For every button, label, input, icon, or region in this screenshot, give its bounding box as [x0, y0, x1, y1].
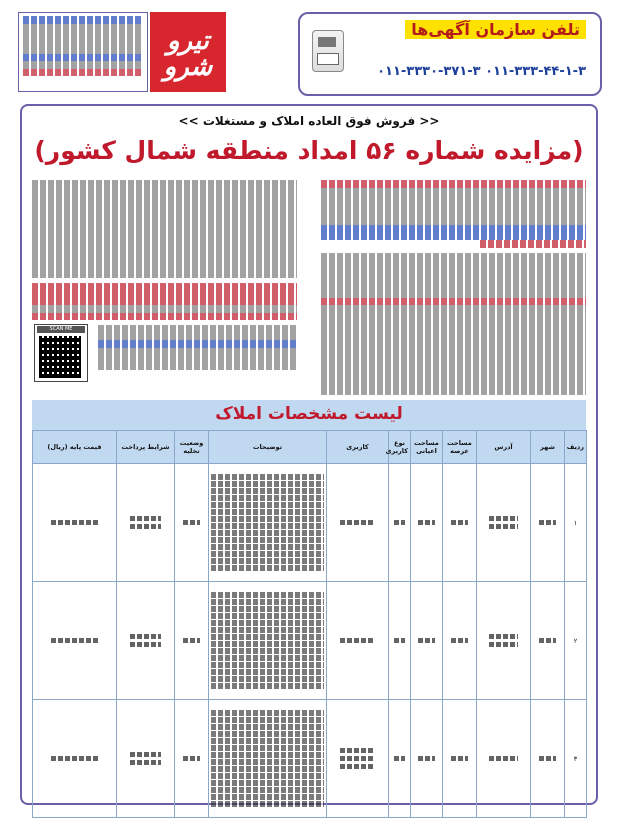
body-column-right	[321, 180, 586, 395]
notice-title: (مزایده شماره ۵۶ امداد منطقه شمال کشور)	[34, 136, 584, 165]
table-header-row	[33, 431, 587, 464]
notice-subtitle: << فروش فوق العاده املاک و مستغلات >>	[178, 114, 440, 128]
row-index: ۳	[565, 700, 587, 818]
row-index: ۱	[565, 464, 587, 582]
table-row	[33, 700, 587, 818]
phone-numbers: ۰۱۱-۳۳۳۰-۳۷۱-۳ ۰۱۱-۳۳۳-۴۴-۱-۳	[377, 64, 586, 79]
list-title: لیست مشخصات املاک	[215, 404, 403, 424]
info-line	[23, 31, 143, 39]
qr-pattern	[39, 336, 81, 378]
table-header: وضعیت تخلیه	[175, 431, 209, 464]
table-header: ردیف	[565, 431, 587, 464]
table-header: شرایط پرداخت	[117, 431, 175, 464]
brand-name: تیرو شرو	[163, 26, 213, 82]
row-index: ۲	[565, 582, 587, 700]
table-row	[33, 464, 587, 582]
phone-box	[298, 12, 602, 96]
table-header: کاربری	[327, 431, 389, 464]
fax-icon	[312, 30, 344, 72]
table-header: مساحت اعیانی	[411, 431, 443, 464]
info-line	[23, 24, 143, 32]
info-line	[23, 39, 143, 47]
qr-label: SCAN ME	[37, 326, 85, 333]
phone-title: تلفن سازمان آگهی‌ها	[405, 20, 586, 39]
page-header	[18, 12, 602, 94]
property-table	[32, 430, 587, 818]
table-header: مساحت عرصه	[443, 431, 477, 464]
table-header: نوع کاربری	[389, 431, 411, 464]
list-title-bar	[32, 400, 586, 430]
info-box	[18, 12, 148, 92]
table-header: شهر	[531, 431, 565, 464]
table-header: آدرس	[477, 431, 531, 464]
info-line	[23, 69, 143, 77]
table-header: قیمت پایه (ریال)	[33, 431, 117, 464]
table-row	[33, 582, 587, 700]
info-line	[23, 46, 143, 54]
info-line	[23, 16, 143, 24]
notice-frame	[20, 104, 598, 805]
info-line	[23, 54, 143, 62]
brand-logo	[150, 12, 226, 92]
info-line	[23, 61, 143, 69]
table-header: توضیحات	[209, 431, 327, 464]
qr-code[interactable]	[34, 324, 88, 382]
